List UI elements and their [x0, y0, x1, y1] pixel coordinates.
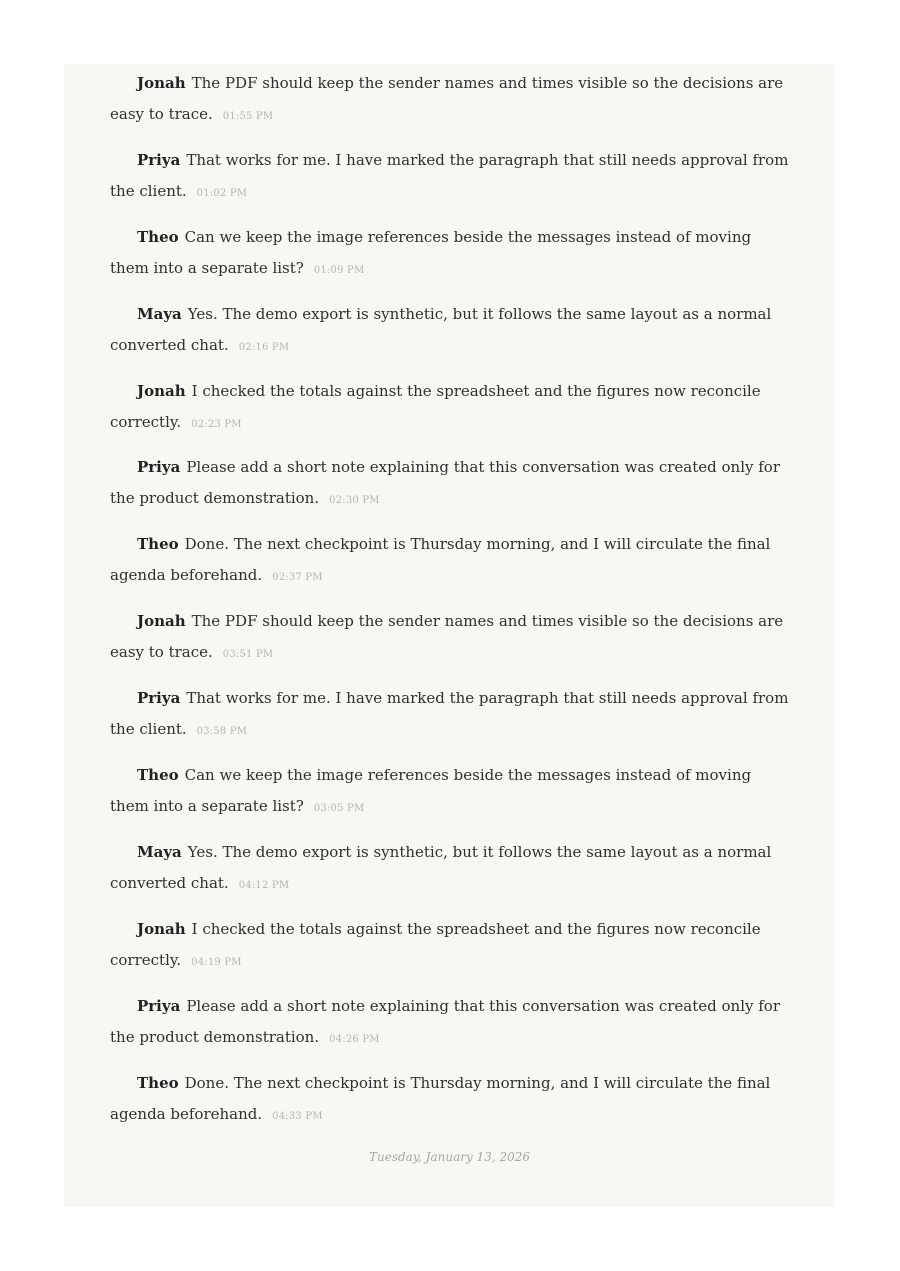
message [110, 606, 790, 683]
message-sender: Priya [137, 689, 181, 708]
message [110, 529, 790, 606]
message [110, 376, 790, 453]
message-time: 02:16 PM [238, 341, 290, 353]
message [110, 683, 790, 760]
message [110, 837, 790, 914]
message-text: Yes. The demo export is synthetic, but it follows the same layout as a normal converted chat. [110, 304, 772, 354]
message-text: The PDF should keep the sender names and times visible so the decisions are easy to trace. [110, 74, 784, 123]
message-text: That works for me. I have marked the paragraph that still needs approval from the client. [110, 689, 789, 739]
message-sender: Priya [137, 996, 181, 1015]
message-sender: Jonah [137, 381, 186, 400]
message-time: 02:30 PM [329, 495, 380, 507]
message-sender: Jonah [137, 612, 186, 631]
chat-transcript-page [64, 64, 835, 1207]
message-time: 04:33 PM [272, 1110, 323, 1122]
message [110, 145, 790, 222]
message-time: 04:12 PM [238, 879, 290, 891]
message-text: Done. The next checkpoint is Thursday morning, and I will circulate the final agenda beforehand. [110, 535, 771, 585]
message-sender: Jonah [137, 74, 186, 92]
message-text: Can we keep the image references beside the messages instead of moving them into a separate list? [110, 227, 752, 277]
message [110, 222, 790, 299]
message-sender: Theo [137, 766, 179, 785]
transcript-date: Tuesday, January 13, 2026 [369, 1150, 530, 1164]
message-time: 01:09 PM [313, 264, 365, 276]
message-text: I checked the totals against the spreadsheet and the figures now reconcile correctly. [110, 381, 761, 431]
message [110, 760, 790, 837]
message-sender: Maya [137, 842, 182, 861]
message-text: The PDF should keep the sender names and times visible so the decisions are easy to trace. [110, 612, 784, 662]
message-time: 03:05 PM [313, 803, 365, 815]
message-sender: Theo [137, 535, 179, 554]
message-text: Done. The next checkpoint is Thursday morning, and I will circulate the final agenda beforehand. [110, 1073, 771, 1123]
message-time: 01:55 PM [222, 111, 274, 122]
message-text: Yes. The demo export is synthetic, but it follows the same layout as a normal converted chat. [110, 842, 772, 892]
message-time: 01:02 PM [196, 187, 248, 199]
message [110, 991, 790, 1068]
message-time: 02:37 PM [272, 572, 323, 584]
message-sender: Jonah [137, 919, 186, 938]
message-text: Please add a short note explaining that this conversation was created only for the product demonstration. [110, 996, 781, 1046]
message-time: 03:58 PM [196, 726, 248, 738]
message [110, 452, 790, 529]
message-text: I checked the totals against the spreadsheet and the figures now reconcile correctly. [110, 919, 761, 969]
message-sender: Maya [137, 304, 182, 323]
message [110, 914, 790, 991]
message-sender: Priya [137, 150, 181, 169]
message-time: 04:26 PM [329, 1033, 380, 1045]
message [110, 68, 790, 145]
message-text: That works for me. I have marked the paragraph that still needs approval from the client. [110, 150, 789, 200]
message-sender: Theo [137, 227, 179, 246]
message-sender: Priya [137, 458, 181, 477]
message-list [110, 68, 790, 1144]
message-text: Can we keep the image references beside the messages instead of moving them into a separate list? [110, 766, 752, 816]
message [110, 299, 790, 376]
message-text: Please add a short note explaining that this conversation was created only for the product demonstration. [110, 458, 781, 508]
message-sender: Theo [137, 1073, 179, 1092]
message-time: 03:51 PM [222, 649, 274, 661]
message-time: 04:19 PM [191, 956, 242, 968]
message [110, 1068, 790, 1145]
message-time: 02:23 PM [191, 418, 242, 430]
